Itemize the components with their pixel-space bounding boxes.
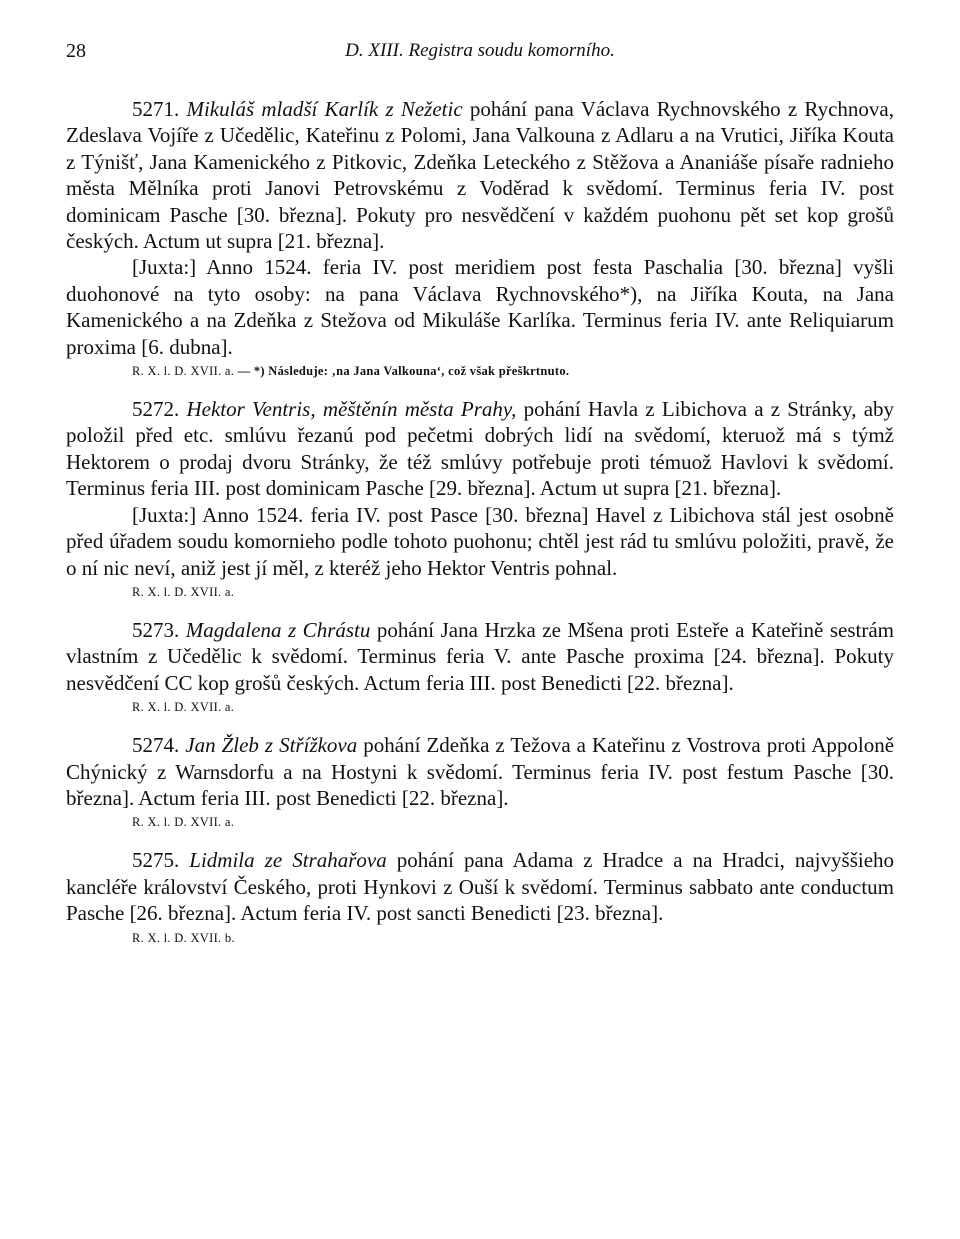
page-number: 28 xyxy=(66,40,86,62)
reference-code: R. X. l. D. XVII. a. xyxy=(132,364,235,379)
entry-juxta: [Juxta:] Anno 1524. feria IV. post Pasce [30. března] Havel z Libichova stál jest osobně před úřadem soudu komornieho podle tohoto puohonu; chtěl jest rád tu smlúvu položiti, pravě, že o ní nic neví, aniž jest jí měl, z kteréž jeho Hektor Ventris pohnal. xyxy=(66,502,894,580)
reference-code: R. X. l. D. XVII. a. xyxy=(132,584,235,599)
reference-code: R. X. l. D. XVII. a. xyxy=(132,700,235,715)
entry-body: pohání Havla z Libichova a z Stránky, aby položil před etc. smlúvu řezanú pod pečetmi dobrých lidí na svědomí, kteruož má s týmž Hektorem o prodaj dvoru Stránky, že též smlúvy potřebuje proti témuož Havlovi k svědomí. Terminus feria III. post dominicam Pasche [29. března]. Actum ut supra [21. března]. xyxy=(66,397,895,501)
entry-number: 5273. xyxy=(132,617,180,642)
entry-reference xyxy=(66,696,894,718)
entry-number: 5275. xyxy=(132,848,180,873)
entry-number: 5274. xyxy=(132,733,180,758)
entry-body: pohání Jana Hrzka ze Mšena proti Esteře a Kateřině sestrám vlastním z Učedělic k svědomí. Terminus feria V. ante Pasche proxima [24. března]. Pokuty nesvědčení CC kop grošů českých. Actum feria III. post Benedicti [22. března]. xyxy=(66,617,895,695)
entry-name: Hektor Ventris, měštěnín města Prahy, xyxy=(186,397,517,422)
entry-reference xyxy=(66,811,894,833)
entry-text xyxy=(66,617,894,696)
entry-text xyxy=(66,96,894,254)
entry-5271 xyxy=(66,96,894,382)
footnote: — *) Následuje: ‚na Jana Valkouna‘, což však přeškrtnuto. xyxy=(237,364,570,379)
entry-name: Mikuláš mladší Karlík z Nežetic xyxy=(186,97,463,121)
entry-reference xyxy=(66,581,894,603)
entry-5273 xyxy=(66,617,894,718)
entry-text xyxy=(66,396,894,502)
entry-name: Magdalena z Chrástu xyxy=(185,617,371,642)
reference-code: R. X. l. D. XVII. b. xyxy=(132,930,235,945)
entry-number: 5271. xyxy=(132,97,180,121)
page-content xyxy=(66,96,894,963)
entry-name: Lidmila ze Strahařova xyxy=(189,848,387,873)
running-title: D. XIII. Registra soudu komorního. xyxy=(345,40,615,61)
entry-text xyxy=(66,732,894,811)
entry-juxta: [Juxta:] Anno 1524. feria IV. post meridiem post festa Paschalia [30. března] vyšli duohonové na tyto osoby: na pana Václava Rychnovského*), na Jiříka Kouta, na Jana Kamenického a na Zdeňka z Stežova od Mikuláše Karlíka. Terminus feria IV. ante Reliquiarum proxima [6. dubna]. xyxy=(66,255,894,359)
entry-body: pohání pana Adama z Hradce a na Hradci, najvyššieho kancléře království Českého, proti Hynkovi z Ouší k svědomí. Terminus sabbato ante conductum Pasche [26. března]. Actum feria IV. post sancti Benedicti [23. března]. xyxy=(66,848,895,926)
entry-5275 xyxy=(66,847,894,948)
entry-text xyxy=(66,847,894,926)
entry-name: Jan Žleb z Střížkova xyxy=(185,733,358,758)
entry-body: pohání Zdeňka z Težova a Kateřinu z Vostrova proti Appoloně Chýnický z Warnsdorfu a na Hostyni k svědomí. Terminus feria IV. post festum Pasche [30. března]. Actum feria III. post Benedicti [22. března]. xyxy=(66,733,895,810)
entry-number: 5272. xyxy=(132,397,180,422)
page-header xyxy=(66,0,894,70)
entry-body: pohání pana Václava Rychnovského z Rychnova, Zdeslava Vojíře z Učedělic, Kateřinu z Polomi, Jana Valkouna z Adlaru a na Vrutici, Jiříka Kouta z Týnišť, Jana Kamenického z Pitkovic, Zdeňka Leteckého z Stěžova a Ananiáše písaře radnieho města Mělníka proti Janovi Petrovskému z Voděrad k svědomí. Terminus feria IV. post dominicam Pasche [30. března]. Pokuty pro nesvědčení v každém puohonu pět set kop grošů českých. Actum ut supra [21. března]. xyxy=(66,97,894,254)
reference-code: R. X. l. D. XVII. a. xyxy=(132,815,235,830)
entry-reference xyxy=(66,360,894,382)
entry-reference xyxy=(66,927,894,949)
document-page xyxy=(66,0,895,945)
entry-5272 xyxy=(66,396,894,603)
entry-5274 xyxy=(66,732,894,833)
